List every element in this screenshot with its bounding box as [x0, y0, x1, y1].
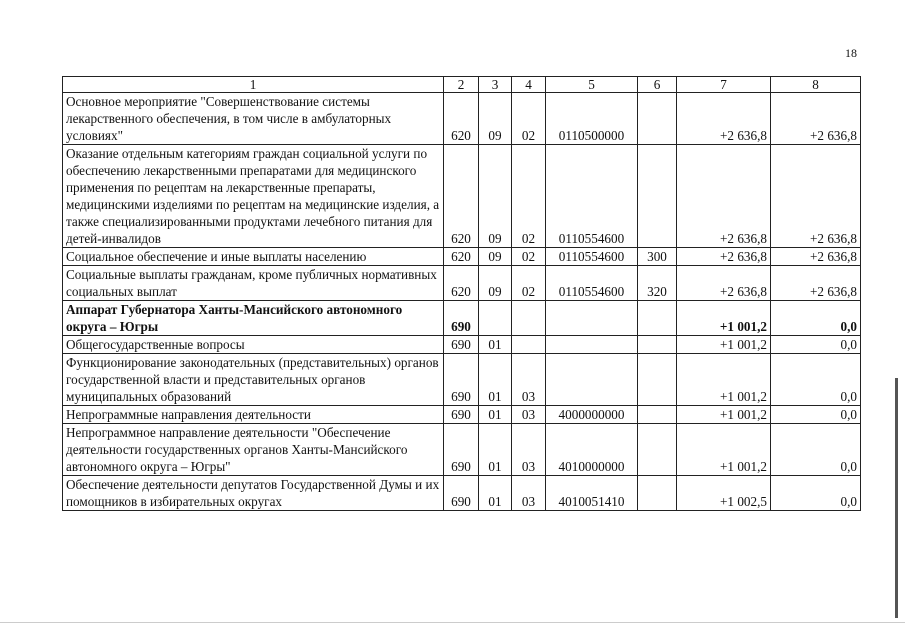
- section-code: 01: [479, 336, 512, 354]
- target-article-code: [546, 301, 638, 336]
- target-article-code: 0110554600: [546, 248, 638, 266]
- amount-col8: +2 636,8: [771, 266, 861, 301]
- expense-type-code: 320: [638, 266, 677, 301]
- amount-col7: +1 002,5: [677, 476, 771, 511]
- subsection-code: 03: [512, 476, 546, 511]
- ministry-code: 620: [444, 93, 479, 145]
- row-name: Непрограммные направления деятельности: [63, 406, 444, 424]
- column-header: 8: [771, 77, 861, 93]
- ministry-code: 690: [444, 406, 479, 424]
- row-name: Основное мероприятие "Совершенствование системы лекарственного обеспечения, в том числе в амбулаторных условиях": [63, 93, 444, 145]
- ministry-code: 690: [444, 301, 479, 336]
- section-code: 01: [479, 406, 512, 424]
- budget-table: [62, 76, 861, 511]
- ministry-code: 690: [444, 476, 479, 511]
- section-code: [479, 301, 512, 336]
- subsection-code: 02: [512, 266, 546, 301]
- amount-col7: +1 001,2: [677, 424, 771, 476]
- row-name: Социальное обеспечение и иные выплаты населению: [63, 248, 444, 266]
- ministry-code: 690: [444, 336, 479, 354]
- subsection-code: [512, 336, 546, 354]
- column-header: 5: [546, 77, 638, 93]
- ministry-code: 620: [444, 145, 479, 248]
- table-row: [63, 336, 861, 354]
- scan-edge-line: [895, 378, 898, 618]
- page-number: 18: [845, 46, 857, 60]
- column-header: 1: [63, 77, 444, 93]
- amount-col8: 0,0: [771, 406, 861, 424]
- expense-type-code: 300: [638, 248, 677, 266]
- section-code: 09: [479, 248, 512, 266]
- section-code: 09: [479, 266, 512, 301]
- section-code: 01: [479, 424, 512, 476]
- subsection-code: 03: [512, 406, 546, 424]
- column-header: 4: [512, 77, 546, 93]
- target-article-code: 4010000000: [546, 424, 638, 476]
- amount-col8: +2 636,8: [771, 93, 861, 145]
- subsection-code: 02: [512, 145, 546, 248]
- amount-col8: 0,0: [771, 424, 861, 476]
- target-article-code: 0110500000: [546, 93, 638, 145]
- row-name: Непрограммное направление деятельности "Обеспечение деятельности государственных органов Ханты-Мансийского автономного округа – Югры": [63, 424, 444, 476]
- expense-type-code: [638, 145, 677, 248]
- amount-col7: +2 636,8: [677, 93, 771, 145]
- column-header: 3: [479, 77, 512, 93]
- amount-col8: +2 636,8: [771, 145, 861, 248]
- column-header: 6: [638, 77, 677, 93]
- row-name: Функционирование законодательных (представительных) органов государственной власти и представительных органов муниципальных образований: [63, 354, 444, 406]
- amount-col7: +2 636,8: [677, 266, 771, 301]
- table-row: [63, 406, 861, 424]
- table-row: [63, 266, 861, 301]
- target-article-code: 4000000000: [546, 406, 638, 424]
- amount-col7: +1 001,2: [677, 336, 771, 354]
- amount-col8: 0,0: [771, 476, 861, 511]
- ministry-code: 690: [444, 354, 479, 406]
- expense-type-code: [638, 476, 677, 511]
- row-name: Социальные выплаты гражданам, кроме публичных нормативных социальных выплат: [63, 266, 444, 301]
- table-row: [63, 145, 861, 248]
- table-row: [63, 301, 861, 336]
- table-header-row: [63, 77, 861, 93]
- amount-col8: 0,0: [771, 301, 861, 336]
- scan-bottom-line: [0, 622, 905, 623]
- section-code: 01: [479, 476, 512, 511]
- table-row: [63, 93, 861, 145]
- amount-col8: 0,0: [771, 354, 861, 406]
- amount-col8: +2 636,8: [771, 248, 861, 266]
- expense-type-code: [638, 93, 677, 145]
- ministry-code: 690: [444, 424, 479, 476]
- subsection-code: 02: [512, 248, 546, 266]
- row-name: Общегосударственные вопросы: [63, 336, 444, 354]
- column-header: 2: [444, 77, 479, 93]
- subsection-code: 03: [512, 424, 546, 476]
- amount-col7: +1 001,2: [677, 406, 771, 424]
- expense-type-code: [638, 301, 677, 336]
- table-row: [63, 248, 861, 266]
- amount-col7: +2 636,8: [677, 145, 771, 248]
- target-article-code: [546, 336, 638, 354]
- target-article-code: 0110554600: [546, 145, 638, 248]
- ministry-code: 620: [444, 266, 479, 301]
- expense-type-code: [638, 406, 677, 424]
- expense-type-code: [638, 336, 677, 354]
- table-row: [63, 424, 861, 476]
- section-code: 01: [479, 354, 512, 406]
- target-article-code: [546, 354, 638, 406]
- row-name: Аппарат Губернатора Ханты-Мансийского автономного округа – Югры: [63, 301, 444, 336]
- target-article-code: 0110554600: [546, 266, 638, 301]
- amount-col7: +1 001,2: [677, 354, 771, 406]
- target-article-code: 4010051410: [546, 476, 638, 511]
- row-name: Оказание отдельным категориям граждан социальной услуги по обеспечению лекарственными препаратами для медицинского применения по рецептам на лекарственные препараты, медицинскими изделиями по рецептам на медицинские изделия, а также специализированными продуктами лечебного питания для детей-инвалидов: [63, 145, 444, 248]
- amount-col8: 0,0: [771, 336, 861, 354]
- row-name: Обеспечение деятельности депутатов Государственной Думы и их помощников в избирательных округах: [63, 476, 444, 511]
- amount-col7: +2 636,8: [677, 248, 771, 266]
- section-code: 09: [479, 93, 512, 145]
- subsection-code: 02: [512, 93, 546, 145]
- subsection-code: [512, 301, 546, 336]
- amount-col7: +1 001,2: [677, 301, 771, 336]
- subsection-code: 03: [512, 354, 546, 406]
- expense-type-code: [638, 354, 677, 406]
- column-header: 7: [677, 77, 771, 93]
- table-row: [63, 476, 861, 511]
- expense-type-code: [638, 424, 677, 476]
- ministry-code: 620: [444, 248, 479, 266]
- section-code: 09: [479, 145, 512, 248]
- table-row: [63, 354, 861, 406]
